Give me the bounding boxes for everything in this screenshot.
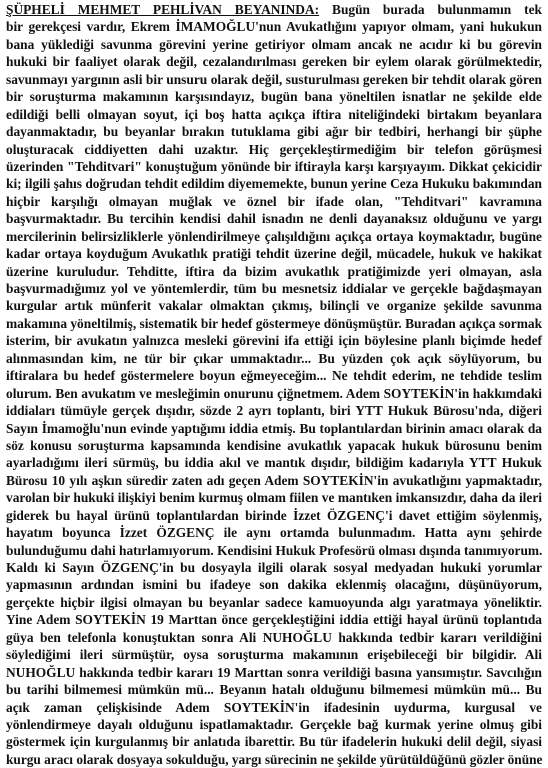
statement-line: bir gerekçesi vardır, Ekrem İMAMOĞLU'nun Avukatlığını yapıyor olmam, yani hukukun bbox=[6, 19, 542, 35]
statement-line: söz konusu soruşturma kapsamında kendisine avukatlık yapacak hukuk bürosunu benim bbox=[6, 437, 542, 453]
statement-line: söylediğimi ileri sürmüştür, oysa soruşturma makamının erişebileceği bir bilgidir. Ali bbox=[6, 647, 542, 663]
statement-line: mercilerinin belirsizliklerle yönlendirilmeye çalışıldığını açıkça ortaya koymaktadır, bugüne bbox=[6, 228, 542, 244]
statement-line: iddiaları tümüyle gerçek dışıdır, sözde 2 ayrı toplantı, biri YTT Hukuk Bürosu'nda, diğeri bbox=[6, 403, 542, 419]
statement-line: isterim, bir avukatın yalnızca mesleki görevini ifa ettiği için böylesine planlı biçimde hedef bbox=[6, 333, 542, 349]
statement-line: kurgular artık münferit vakalar olmaktan çıkmış, bilinçli ve organize şekilde savunma bbox=[6, 298, 542, 314]
statement-line: savunmayı yargının asli bir unsuru olarak değil, susturulması gereken bir tehdit olarak gören bbox=[6, 71, 542, 87]
statement-line: üzerinden "Tehditvari" konuştuğum yönünde bir iftirayla karşı karşıyayım. Dikkat çekicidir bbox=[6, 158, 542, 174]
statement-line: bir soruşturma makamının karşısındayız, bugün bana yöneltilen isnatlar ne şekilde elde bbox=[6, 89, 542, 105]
statement-line: başvurmadığımız yol ve yöntemlerdir, tüm bu mesnetsiz iddialar ve gerçekle bağdaşmayan bbox=[6, 281, 542, 296]
statement-line: yapmasının ardından ismini bu ifadeye son dakika eklenmiş olacağını, düşünüyorum, bbox=[6, 577, 542, 593]
statement-line: edildiği belli olmayan soyut, içi boş hatta açıkça iftira niteliğindeki birtakım beyanlara bbox=[6, 106, 542, 122]
statement-line: Sayın İmamoğlu'nun evinde yaptığımı iddia etmiş. Bu toplantılardan birinin amacı olarak da bbox=[6, 420, 542, 436]
statement-line: dayanmaktadır, bu beyanlar bırakın tutuklama gibi ağır bir tedbiri, herhangi bir şüphe bbox=[6, 124, 542, 140]
statement-body bbox=[6, 1, 542, 768]
statement-heading: ŞÜPHELİ MEHMET PEHLİVAN BEYANINDA: bbox=[6, 2, 320, 17]
statement-line: Yine Adem SOYTEKİN 19 Marttan önce gerçekleştiğini iddia ettiği hayal ürünü toplantıda bbox=[6, 612, 542, 628]
statement-line: hiçbir karşılığı olmayan muğlak ve öznel bir ifade olan, "Tehditvari" kavramına bbox=[6, 193, 542, 209]
statement-line: başvurmaktadır. Bu tercihin kendisi dahil isnadın ne denli dayanaksız olduğunu ve yargı bbox=[6, 211, 542, 227]
statement-line: giderek bu hayal ürünü toplantılardan birinde İzzet ÖZGENÇ'i davet ettiğim söylenmiş, bbox=[6, 507, 542, 523]
statement-line: NUHOĞLU hakkında tedbir kararı 19 Marttan sonra verildiği basına yansımıştır. Savcılığın bbox=[6, 664, 542, 680]
statement-heading-continuation: Bugün burada bulunmamın tek bbox=[319, 2, 542, 17]
statement-line: göstermek için kurgulanmış bir anlatıda ibarettir. Bu tür ifadelerin hukuki delil değil, siyasi bbox=[6, 734, 542, 750]
statement-line: ayarladığımı ileri sürmüş, bu iddia akıl ve mantık dışıdır, bildiğim kadarıyla YTT Hukuk bbox=[6, 455, 542, 471]
statement-line: gerçekte hiçbir ilgisi olmayan bu beyanlar sadece kamuoyunda algı yaratmaya yöneliktir. bbox=[6, 594, 542, 610]
statement-line: bu tarihi bilmemesi mümkün mü... Beyanın hatalı olduğunu bilmemesi mümkün mü... Bu bbox=[6, 682, 542, 698]
statement-line: açık zaman çelişkisinde Adem SOYTEKİN'in ifadesinin uydurma, kurgusal ve bbox=[6, 699, 542, 715]
statement-line: kadar ortaya koyduğum Avukatlık pratiği tehdit üzerine değil, mücadele, hukuk ve hakikat bbox=[6, 246, 542, 262]
statement-line: güya ben telefonla konuştuktan sonra Ali NUHOĞLU hakkında tedbir kararı verildiğini bbox=[6, 629, 542, 645]
statement-line: kurgu aracı olarak dosyaya sokulduğu, yargı sürecinin ne şekilde yürütüldüğünü gözler önüne bbox=[6, 751, 543, 767]
statement-line: yönlendirmeye dayalı olduğunu ispatlamaktadır. Gerçekle bağ kurmak yerine olmuş gibi bbox=[6, 716, 542, 732]
statement-line: bulunduğumu dahi hatırlamıyorum. Kendisini Hukuk Profesörü olması dışında tanımıyorum. bbox=[6, 542, 543, 558]
statement-line: makamına yöneltilmiş, sistematik bir hedef göstermeye dönüşmüştür. Buradan açıkça sormak bbox=[6, 315, 543, 331]
statement-line: bana yüklediği savunma görevini yerine getiriyor olmam ancak ne acıdır ki bu görevin bbox=[6, 36, 542, 52]
statement-line: varolan bir hukuki ilişkiyi benim kurmuş olmam fiilen ve mantıken imkansızdır, daha da ileri bbox=[6, 490, 542, 506]
statement-line: hayatım boyunca İzzet ÖZGENÇ ile aynı ortamda bulunmadım. Hatta aynı şehirde bbox=[6, 525, 542, 541]
statement-line: olurum. Ben avukatım ve mesleğimin onurunu çiğnetmem. Adem SOYTEKİN'in hakkımdaki bbox=[6, 385, 542, 401]
statement-line: iftiralara bu hedef göstermelere boyun eğmeyeceğim... Ne tehdit ederim, ne tehdide teslim bbox=[6, 368, 542, 384]
statement-line: üzerine kuruludur. Tehditte, iftira da bizim avukatlık pratiğimizde yeri olmayan, asla bbox=[6, 263, 542, 279]
statement-line: alınmasından kim, ne tür bir çıkar ummaktadır... Bu yüzden çok açık söylüyorum, bu bbox=[6, 350, 542, 366]
statement-line: Kaldı ki Sayın ÖZGENÇ'in bu dosyayla ilgili olarak sosyal medyadan hukuki yorumlar bbox=[6, 560, 542, 575]
statement-line: hukuki bir faaliyet olarak değil, cezalandırılması gereken bir eylem olarak görülmektedir, bbox=[6, 54, 542, 70]
statement-line: oluşturacak ciddiyetten dahi uzaktır. Hiç gerçekleştirmediğim bir telefon görüşmesi bbox=[6, 141, 542, 157]
statement-line: ki; ilgili şahıs doğrudan tehdit edildim diyememekte, bunun yerine Ceza Hukuku bakımından bbox=[6, 176, 542, 192]
statement-line: Bürosu 10 yılı aşkın süredir zaten adı geçen Adem SOYTEKİN'in avukatlığını yapmaktadır, bbox=[6, 472, 542, 488]
statement-line bbox=[6, 1, 542, 18]
